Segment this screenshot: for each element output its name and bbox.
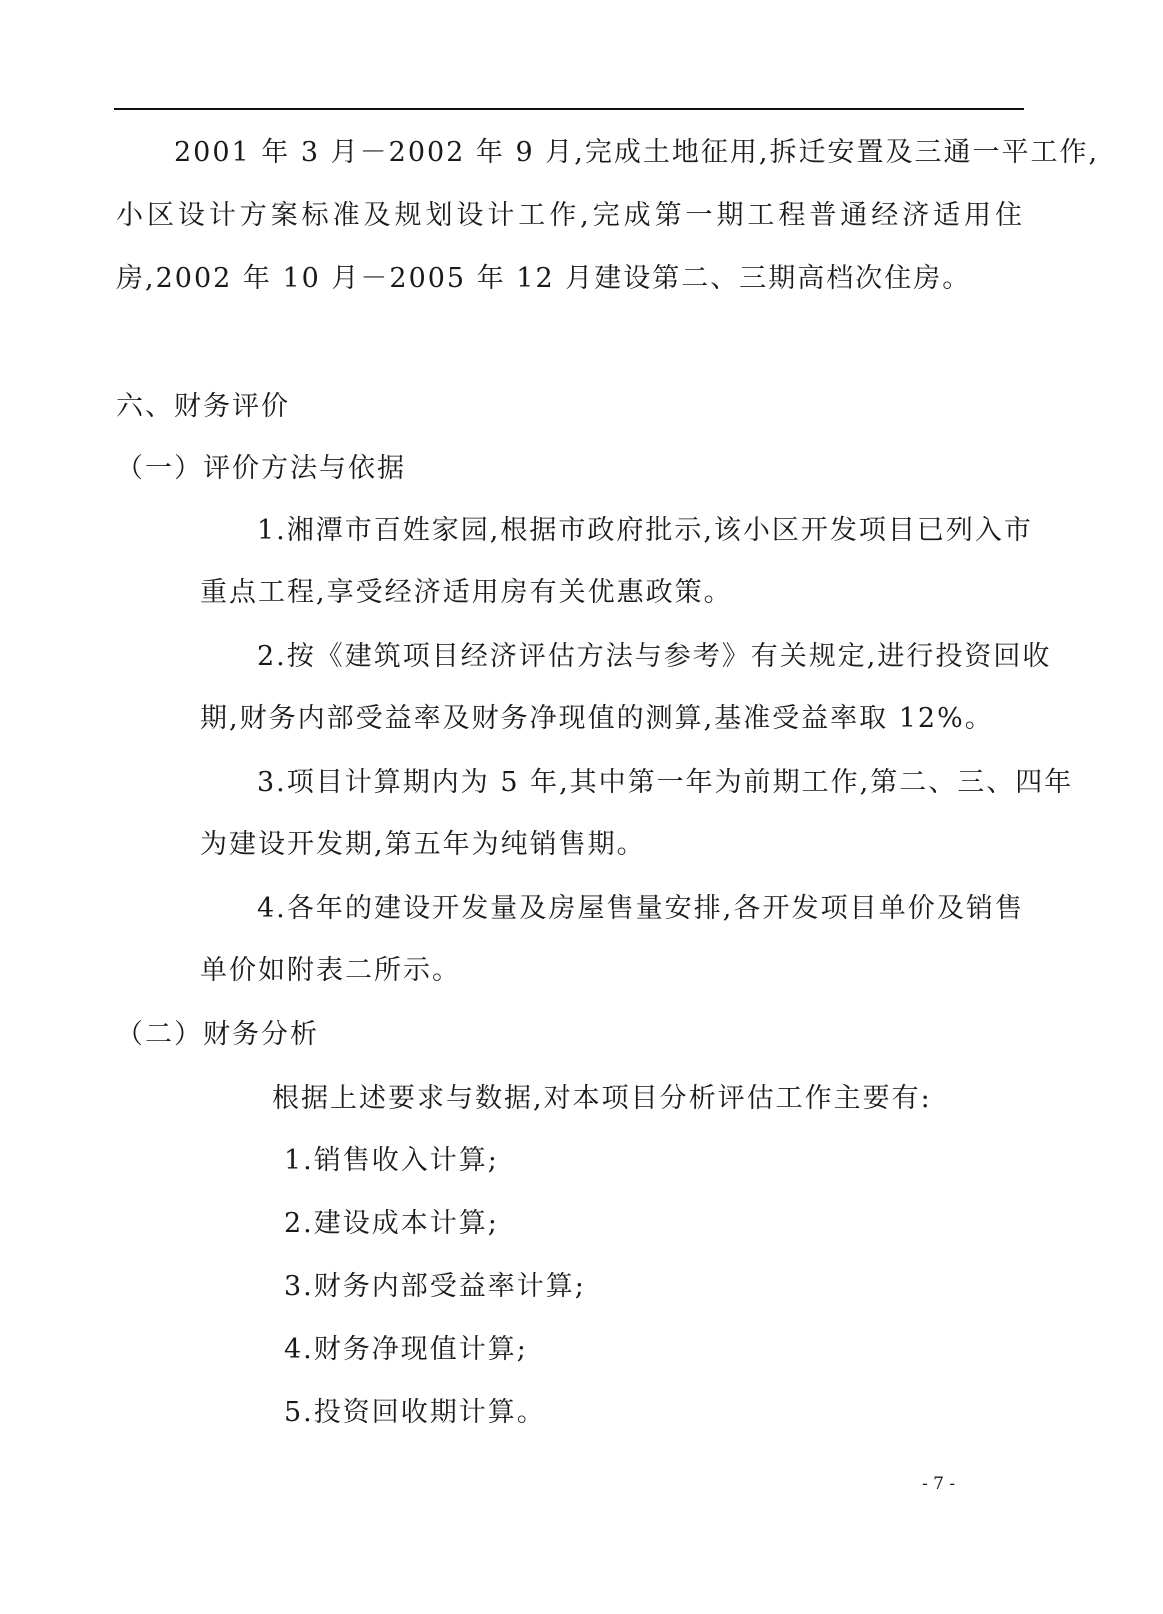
analysis-task-4: 4.财务净现值计算; (284, 1334, 528, 1365)
analysis-intro: 根据上述要求与数据,对本项目分析评估工作主要有: (272, 1083, 932, 1114)
method-item-4-line-2: 单价如附表二所示。 (200, 955, 461, 986)
paragraph-schedule-line-2: 小区设计方案标准及规划设计工作,完成第一期工程普通经济适用住 (116, 200, 1024, 231)
method-item-3-line-2: 为建设开发期,第五年为纯销售期。 (200, 829, 646, 860)
subsection-heading-1: （一）评价方法与依据 (116, 453, 406, 484)
paragraph-schedule-line-1: 2001 年 3 月－2002 年 9 月,完成土地征用,拆迁安置及三通一平工作, (174, 137, 1100, 168)
page-number: - 7 - (922, 1474, 956, 1494)
analysis-task-2: 2.建设成本计算; (284, 1208, 499, 1239)
method-item-1-line-2: 重点工程,享受经济适用房有关优惠政策。 (200, 577, 733, 608)
analysis-task-1: 1.销售收入计算; (284, 1145, 499, 1176)
header-rule (114, 108, 1024, 110)
analysis-task-3: 3.财务内部受益率计算; (284, 1271, 586, 1302)
method-item-4-line-1: 4.各年的建设开发量及房屋售量安排,各开发项目单价及销售 (257, 893, 1024, 924)
paragraph-schedule-line-3: 房,2002 年 10 月－2005 年 12 月建设第二、三期高档次住房。 (116, 263, 972, 294)
method-item-2-line-2: 期,财务内部受益率及财务净现值的测算,基准受益率取 12%。 (200, 703, 994, 734)
analysis-task-5: 5.投资回收期计算。 (284, 1397, 546, 1428)
section-heading: 六、财务评价 (116, 391, 290, 422)
method-item-1-line-1: 1.湘潭市百姓家园,根据市政府批示,该小区开发项目已列入市 (257, 515, 1033, 546)
method-item-2-line-1: 2.按《建筑项目经济评估方法与参考》有关规定,进行投资回收 (257, 641, 1052, 672)
subsection-heading-2: （二）财务分析 (116, 1019, 319, 1050)
method-item-3-line-1: 3.项目计算期内为 5 年,其中第一年为前期工作,第二、三、四年 (257, 767, 1074, 798)
